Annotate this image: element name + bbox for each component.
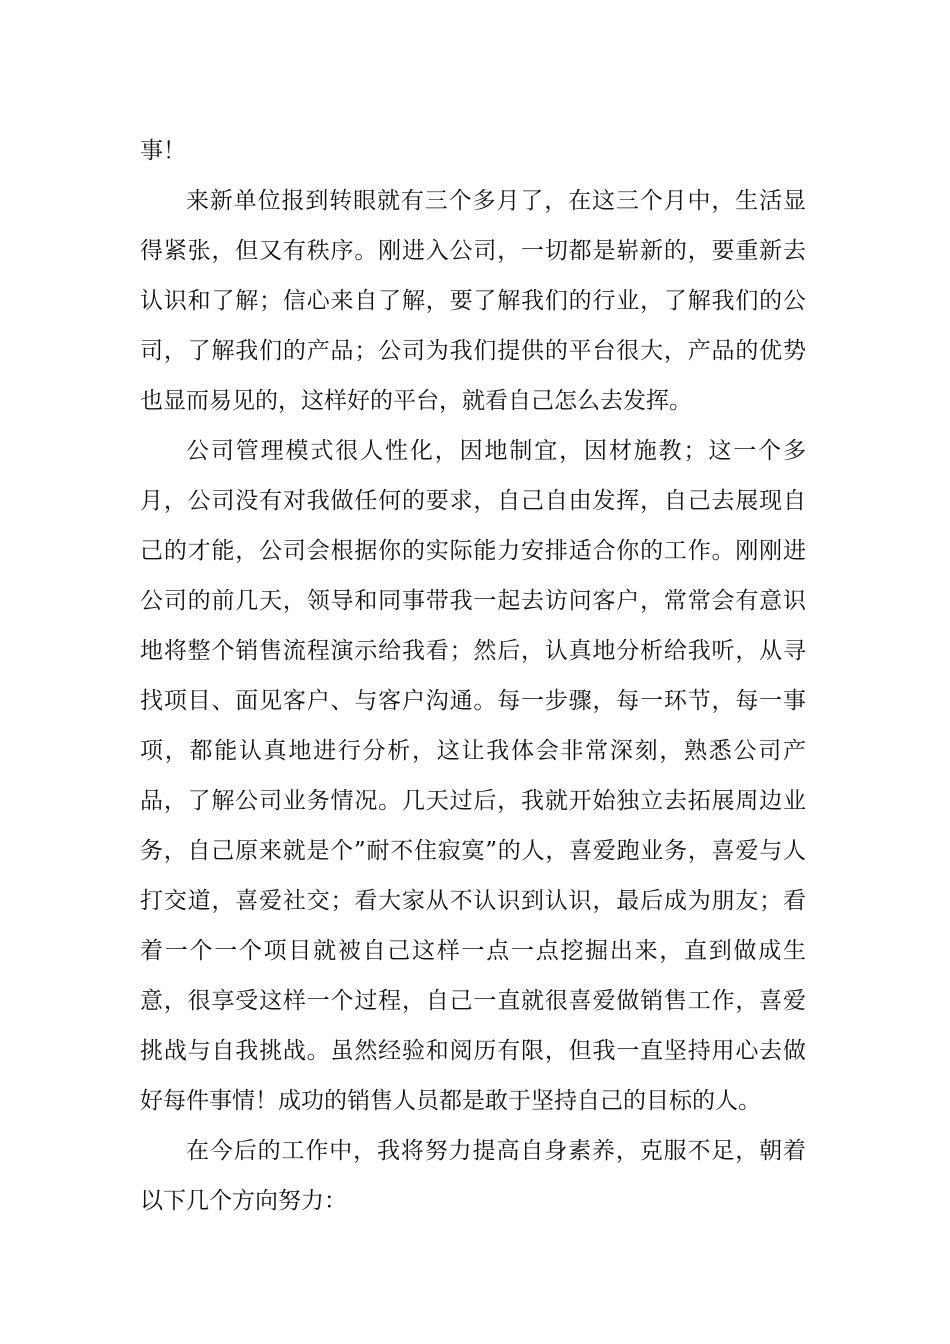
paragraph-future-work: 在今后的工作中，我将努力提高自身素养，克服不足，朝着以下几个方向努力：: [140, 1138, 806, 1214]
paragraph-new-job: 来新单位报到转眼就有三个多月了，在这三个月中，生活显得紧张，但又有秩序。刚进入公司，一切都是崭新的，要重新去认识和了解；信心来自了解，要了解我们的行业，了解我们的公司，了解我们的产品；公司为我们提供的平台很大，产品的优势也显而易见的，这样好的平台，就看自己怎么去发挥。: [140, 188, 806, 414]
paragraph-company-management: 公司管理模式很人性化，因地制宜，因材施教；这一个多月，公司没有对我做任何的要求，自己自由发挥，自己去展现自己的才能，公司会根据你的实际能力安排适合你的工作。刚刚进公司的前几天，领导和同事带我一起去访问客户，常常会有意识地将整个销售流程演示给我看；然后，认真地分析给我听，从寻找项目、面见客户、与客户沟通。每一步骤，每一环节，每一事项，都能认真地进行分析，这让我体会非常深刻，熟悉公司产品，了解公司业务情况。几天过后，我就开始独立去拓展周边业务，自己原来就是个”耐不住寂寞”的人，喜爱跑业务，喜爱与人打交道，喜爱社交；看大家从不认识到认识，最后成为朋友；看着一个一个项目就被自己这样一点一点挖掘出来，直到做成生意，很享受这样一个过程，自己一直就很喜爱做销售工作，喜爱挑战与自我挑战。虽然经验和阅历有限，但我一直坚持用心去做好每件事情！成功的销售人员都是敢于坚持自己的目标的人。: [140, 438, 806, 1114]
document-page: [140, 126, 806, 1226]
paragraph-continuation: 事！: [140, 138, 186, 164]
